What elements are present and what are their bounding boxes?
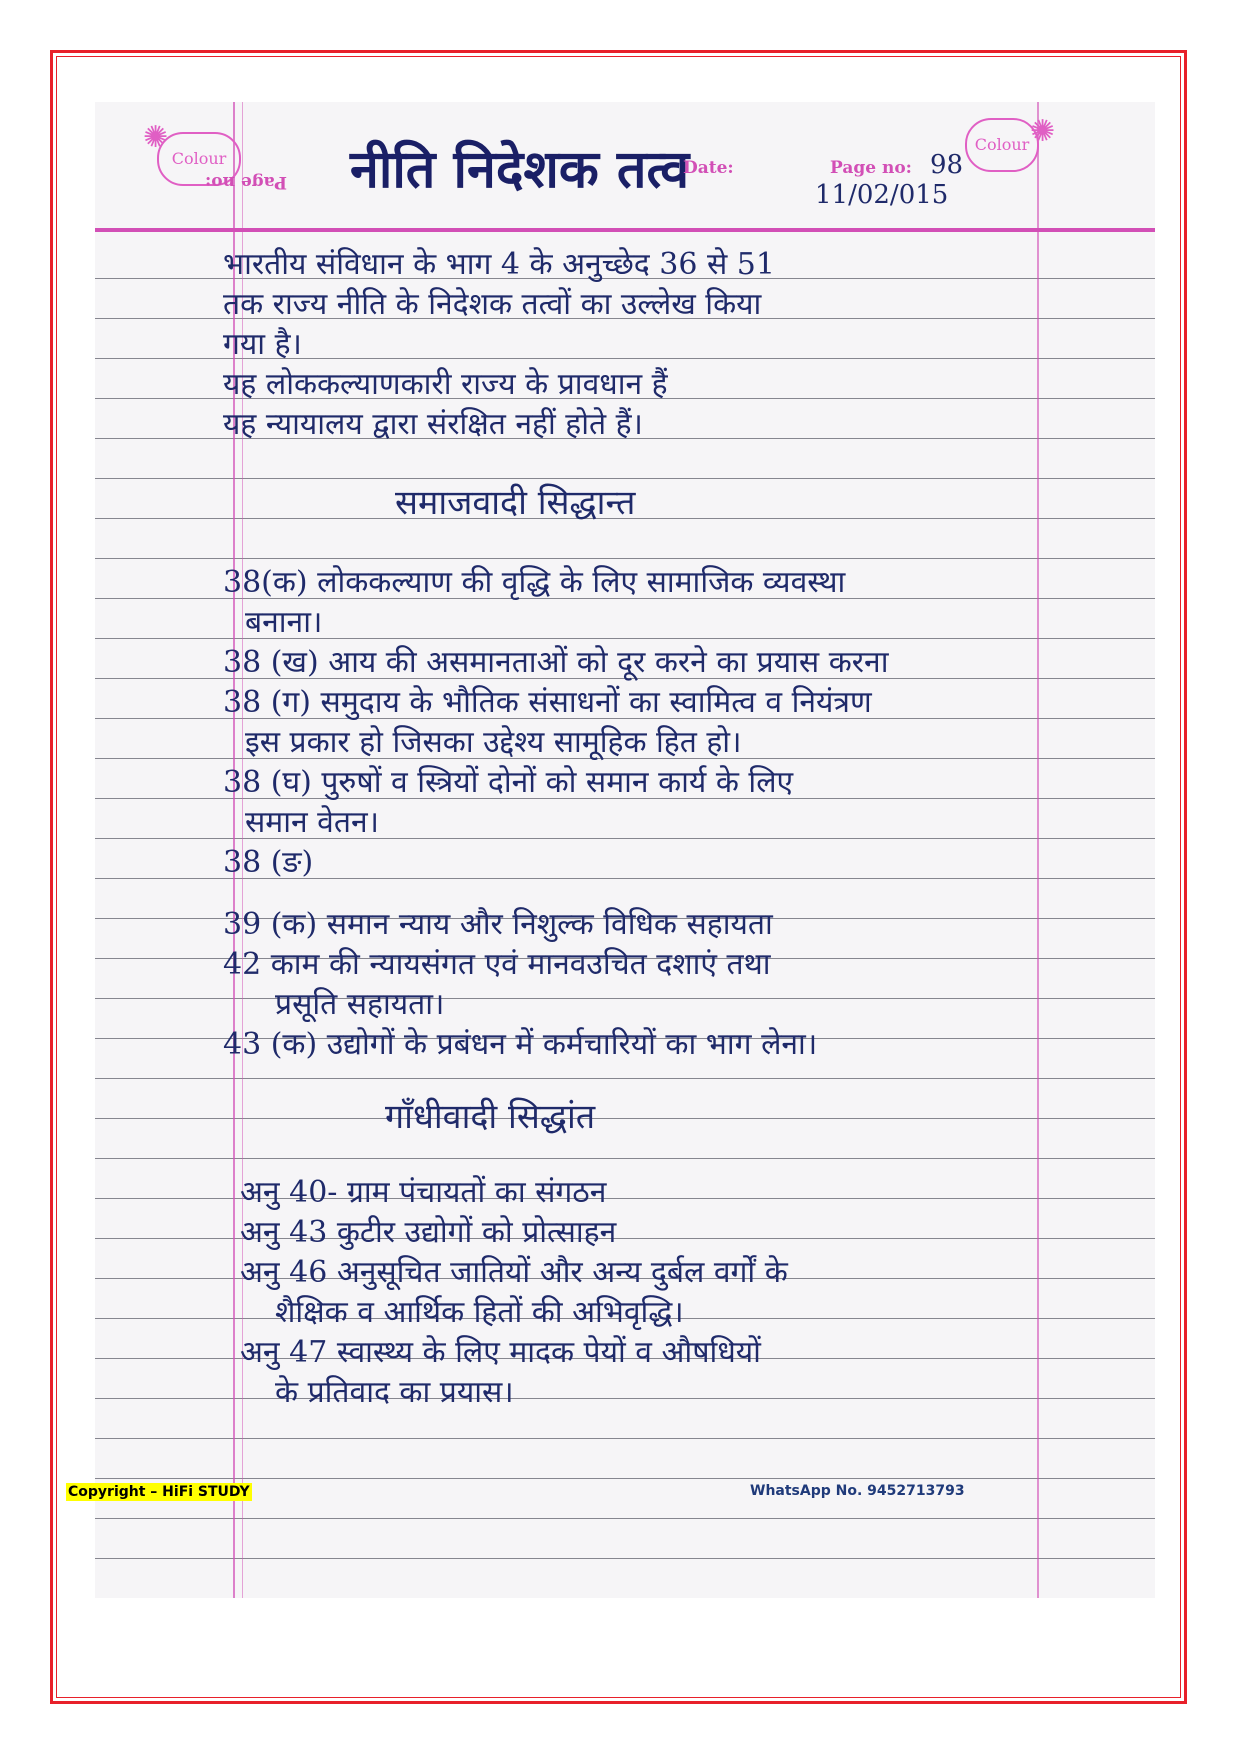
- notebook-page: [95, 102, 1155, 1598]
- text-line: शैक्षिक व आर्थिक हितों की अभिवृद्धि।: [275, 1295, 684, 1330]
- text-line: 42 काम की न्यायसंगत एवं मानवउचित दशाएं तथा: [223, 947, 771, 982]
- text-line: के प्रतिवाद का प्रयास।: [275, 1375, 514, 1410]
- text-line: अनु 40- ग्राम पंचायतों का संगठन: [240, 1175, 607, 1210]
- ruled-line: [95, 1118, 1155, 1119]
- logo-star-icon-right: ✺: [1030, 114, 1056, 149]
- page-no-label-left: Page no:: [205, 172, 287, 192]
- text-line: समान वेतन।: [245, 805, 379, 840]
- ruled-line: [95, 558, 1155, 559]
- ruled-line: [95, 1518, 1155, 1519]
- ruled-line: [95, 998, 1155, 999]
- text-line: 39 (क) समान न्याय और निशुल्क विधिक सहायता: [223, 907, 773, 942]
- section-heading: गाँधीवादी सिद्धांत: [385, 1097, 596, 1137]
- logo-right: Colour: [965, 118, 1039, 172]
- date-value: 11/02/015: [815, 180, 949, 210]
- ruled-line: [95, 1158, 1155, 1159]
- text-line: बनाना।: [245, 605, 323, 640]
- text-line: यह न्यायालय द्वारा संरक्षित नहीं होते हैं।: [223, 407, 643, 442]
- text-line: अनु 46 अनुसूचित जातियों और अन्य दुर्बल वर्गों के: [240, 1255, 788, 1290]
- ruled-line: [95, 1558, 1155, 1559]
- date-label: Date:: [683, 158, 734, 178]
- text-line: 38 (ङ): [223, 845, 314, 880]
- whatsapp-contact: WhatsApp No. 9452713793: [750, 1483, 965, 1499]
- text-line: प्रसूति सहायता।: [275, 987, 445, 1022]
- text-line: 38(क) लोककल्याण की वृद्धि के लिए सामाजिक व्यवस्था: [223, 565, 846, 600]
- text-line: 38 (घ) पुरुषों व स्त्रियों दोनों को समान कार्य के लिए: [223, 765, 794, 800]
- ruled-line: [95, 1398, 1155, 1399]
- ruled-line: [95, 1438, 1155, 1439]
- text-line: 38 (ख) आय की असमानताओं को दूर करने का प्रयास करना: [223, 645, 889, 680]
- header-rule: [95, 228, 1155, 232]
- page-no-label: Page no:: [830, 158, 912, 178]
- text-line: 38 (ग) समुदाय के भौतिक संसाधनों का स्वामित्व व नियंत्रण: [223, 685, 872, 720]
- text-line: गया है।: [223, 327, 302, 362]
- text-line: 43 (क) उद्योगों के प्रबंधन में कर्मचारियों का भाग लेना।: [223, 1027, 818, 1062]
- text-line: इस प्रकार हो जिसका उद्देश्य सामूहिक हित हो।: [245, 725, 742, 760]
- text-line: भारतीय संविधान के भाग 4 के अनुच्छेद 36 से 51: [223, 247, 775, 282]
- ruled-line: [95, 1478, 1155, 1479]
- text-line: अनु 43 कुटीर उद्योगों को प्रोत्साहन: [240, 1215, 617, 1250]
- section-heading: समाजवादी सिद्धान्त: [395, 483, 636, 523]
- text-line: अनु 47 स्वास्थ्य के लिए मादक पेयों व औषधियों: [240, 1335, 761, 1370]
- ruled-line: [95, 1078, 1155, 1079]
- logo-star-icon: ✺: [143, 120, 169, 155]
- right-margin-line: [1037, 102, 1039, 1598]
- copyright-label: Copyright – HiFi STUDY: [68, 1484, 250, 1500]
- text-line: तक राज्य नीति के निदेशक तत्वों का उल्लेख किया: [223, 287, 762, 322]
- logo-left: Colour: [157, 132, 241, 186]
- text-line: यह लोककल्याणकारी राज्य के प्रावधान हैं: [223, 367, 668, 402]
- page-no-value: 98: [930, 150, 964, 180]
- page-title: नीति निदेशक तत्व: [350, 139, 690, 200]
